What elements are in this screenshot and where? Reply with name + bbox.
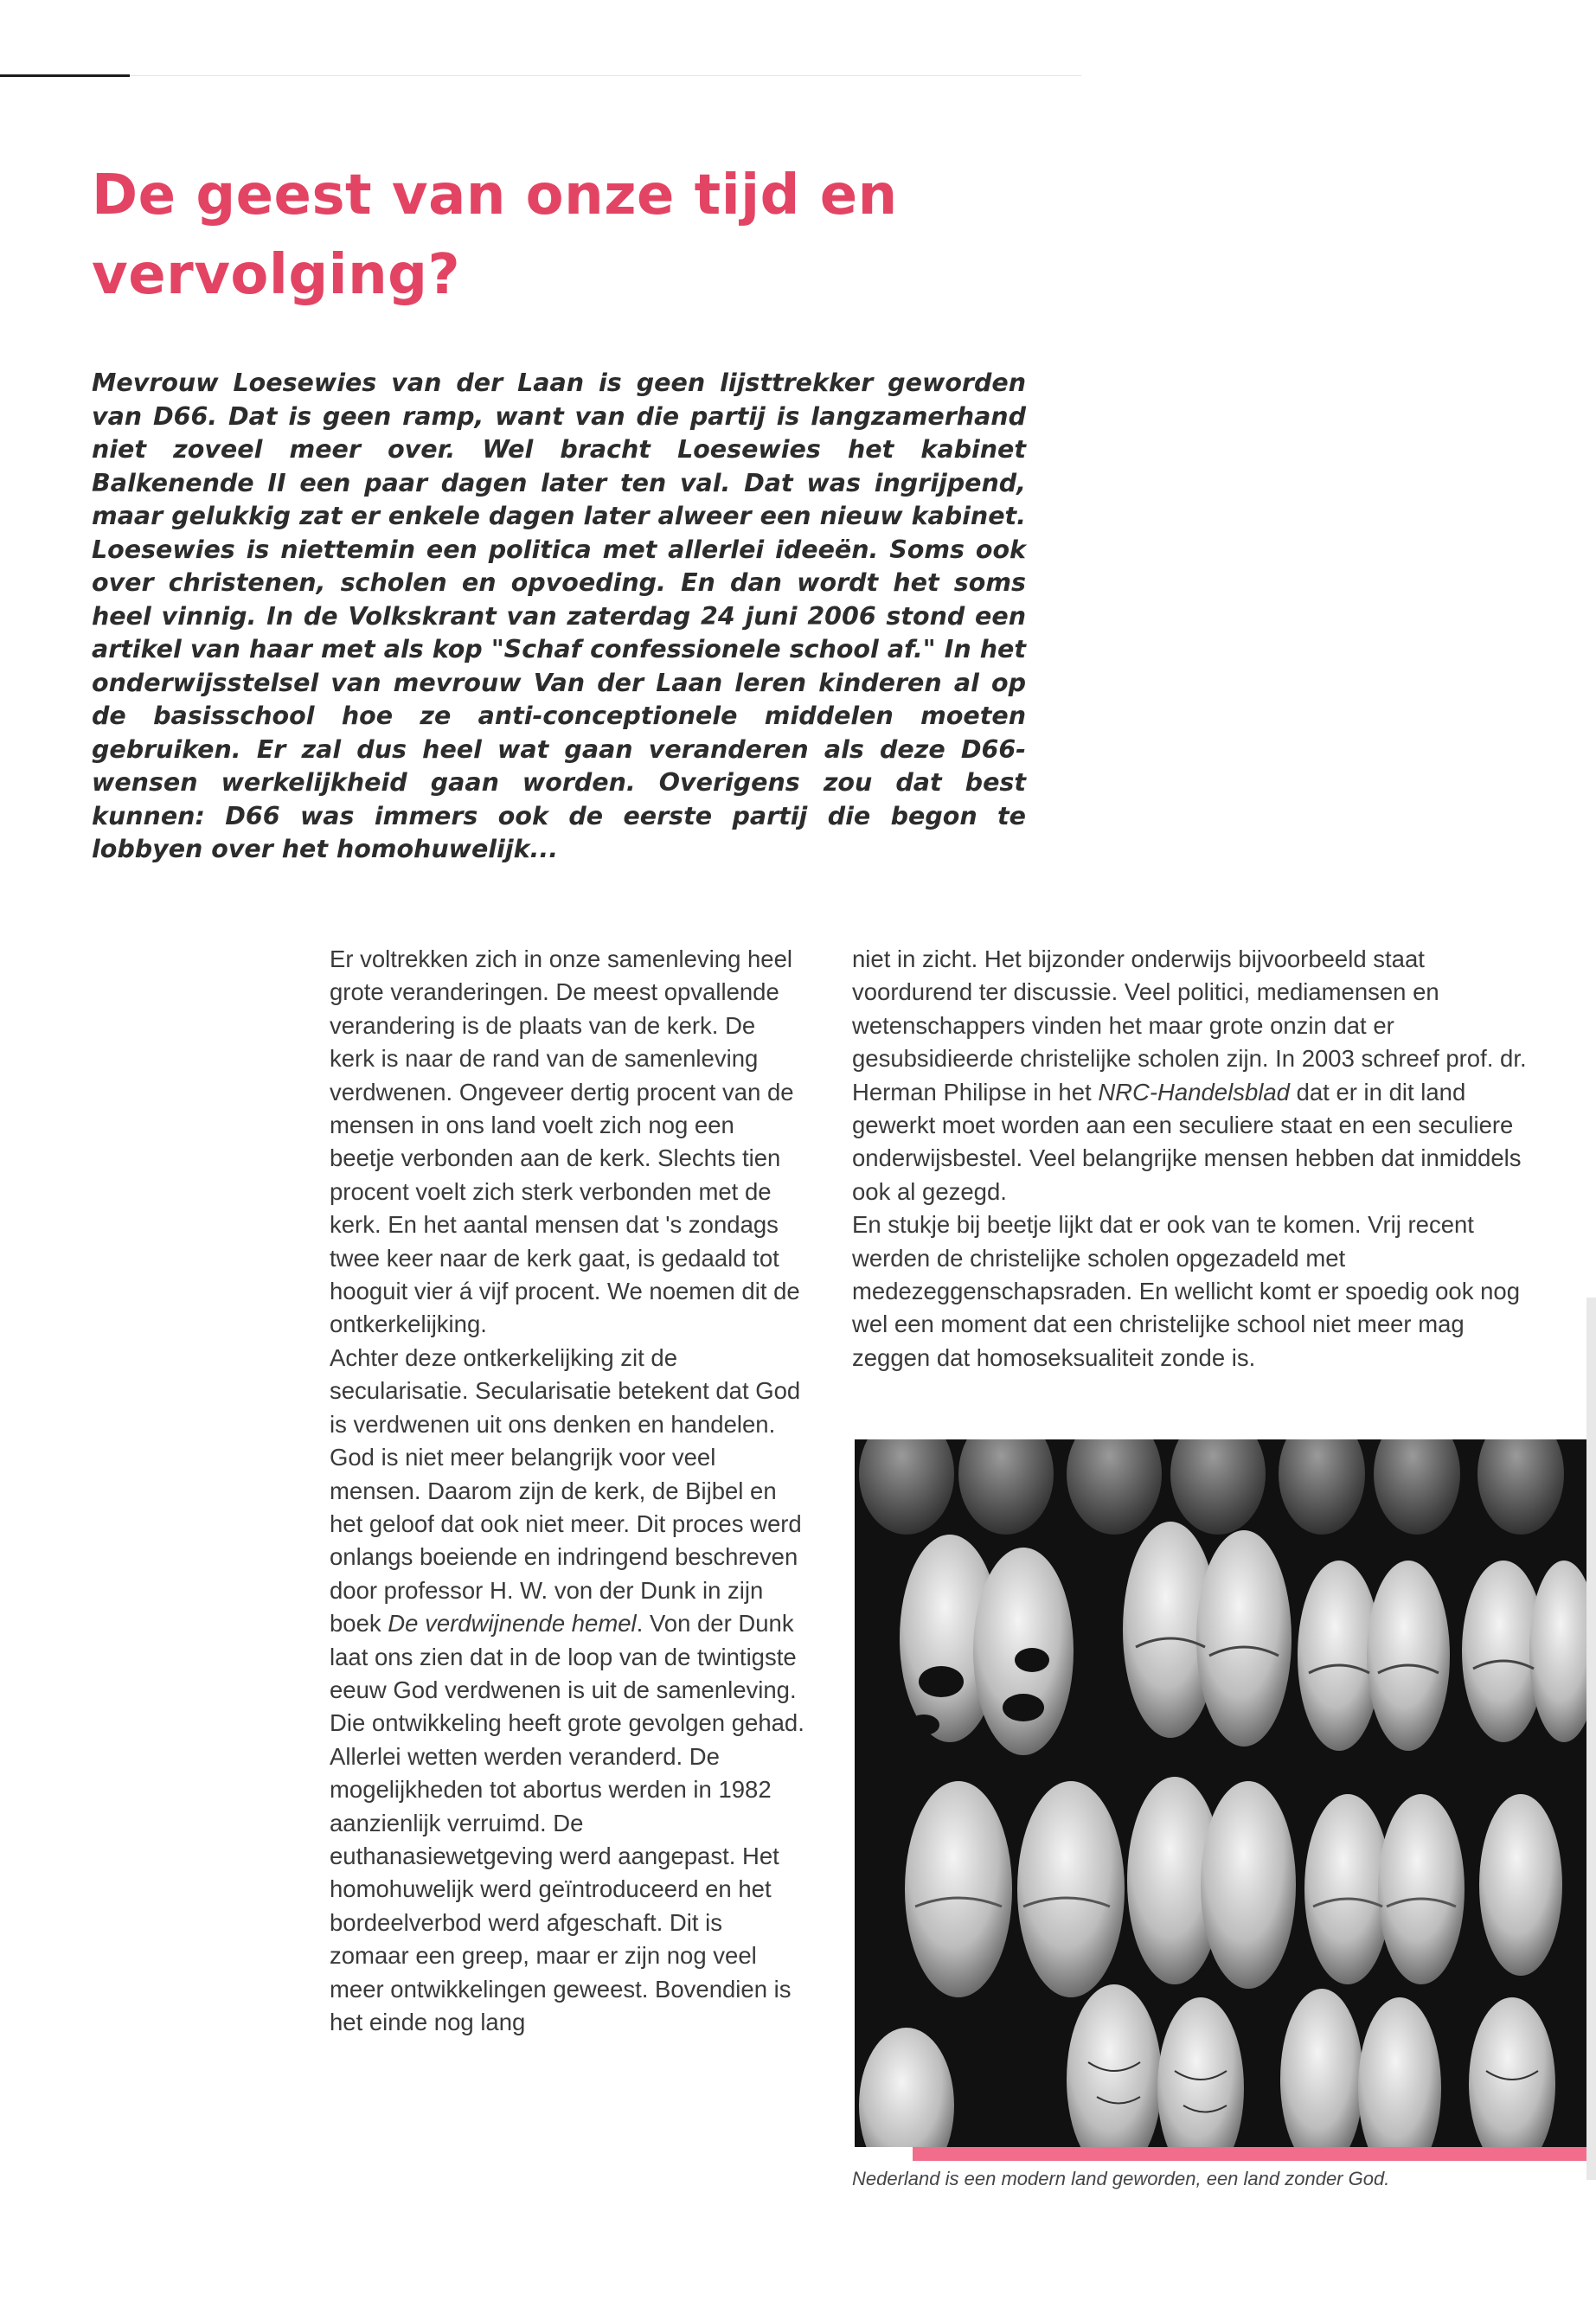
body-column-left	[330, 943, 805, 2039]
caption-accent-bar	[913, 2147, 1590, 2161]
body-paragraph: En stukje bij beetje lijkt dat er ook van te komen. Vrij recent werden de christelijke scholen opgezadeld met medezeggenschapsraden. En wellicht komt er spoedig ook nog wel een moment dat een christelijke school niet meer mag zeggen dat homoseksualiteit zonde is.	[852, 1211, 1521, 1371]
article-intro: Mevrouw Loesewies van der Laan is geen lijsttrekker geworden van D66. Dat is geen ramp, want van die partij is langzamerhand niet zoveel meer over. Wel bracht Loesewies het kabinet Balkenende II een paar dagen later ten val. Dat was ingrijpend, maar gelukkig zat er enkele dagen later alweer een nieuw kabinet. Loesewies is niettemin een politica met allerlei ideeën. Soms ook over christenen, scholen en opvoeding. En dan wordt het soms heel vinnig. In de Volkskrant van zaterdag 24 juni 2006 stond een artikel van haar met als kop "Schaf confessionele school af." In het onderwijsstelsel van mevrouw Van der Laan leren kinderen al op de basisschool hoe ze anti-conceptionele middelen moeten gebruiken. Er zal dus heel wat gaan veranderen als deze D66-wensen werkelijkheid gaan worden. Overigens zou dat best kunnen: D66 was immers ook de eerste partij die begon te lobbyen over het homohuwelijk...	[92, 369, 1026, 863]
title-line-1: De geest van onze tijd en	[92, 163, 898, 228]
top-rule	[0, 74, 130, 77]
top-rule-faint	[130, 75, 1081, 76]
photo-caption: Nederland is een modern land geworden, een land zonder God.	[852, 2168, 1390, 2189]
body-paragraph: Achter deze ontkerkelijking zit de secularisatie. Secularisatie betekent dat God is verdwenen uit ons denken en handelen. God is niet meer belangrijk voor veel mensen. Daarom zijn de kerk, de Bijbel en het geloof dat ook niet meer. Dit proces werd onlangs boeiende en indringend beschreven door professor H. W. von der Dunk in zijn boek De verdwijnende hemel. Von der Dunk laat ons zien dat in de loop van de twintigste eeuw God verdwenen is uit de samenleving. Die ontwikkeling heeft grote gevolgen gehad. Allerlei wetten werden veranderd. De mogelijkheden tot abortus werden in 1982 aanzienlijk verruimd. De euthanasiewetgeving werd aangepast. Het homohuwelijk werd geïntroduceerd en het bordeelverbod werd afgeschaft. Dit is zomaar een greep, maar er zijn nog veel meer ontwikkelingen geweest. Bovendien is het einde nog lang	[330, 1343, 804, 2035]
title-line-2: vervolging?	[92, 243, 461, 307]
body-column-right	[852, 943, 1544, 1375]
article-title	[92, 156, 1043, 315]
page-edge-shadow	[1586, 1298, 1596, 2180]
body-paragraph: niet in zicht. Het bijzonder onderwijs bijvoorbeeld staat voordurend ter discussie. Veel politici, mediamensen en wetenschappers vinden het maar grote onzin dat er gesubsidieerde christelijke scholen zijn. In 2003 schreef prof. dr. Herman Philipse in het NRC-Handelsblad dat er in dit land gewerkt moet worden aan een seculiere staat en een seculiere onderwijsbestel. Veel belangrijke mensen hebben dat inmiddels ook al gezegd.	[852, 945, 1527, 1205]
newspaper-title: NRC-Handelsblad	[1098, 1078, 1290, 1106]
clogs-illustration	[855, 1439, 1590, 2147]
book-title: De verdwijnende hemel	[388, 1610, 637, 1638]
body-paragraph: Er voltrekken zich in onze samenleving heel grote veranderingen. De meest opvallende verandering is de plaats van de kerk. De kerk is naar de rand van de samenleving verdwenen. Ongeveer dertig procent van de mensen in ons land voelt zich nog een beetje verbonden aan de kerk. Slechts tien procent voelt zich sterk verbonden met de kerk. En het aantal mensen dat 's zondags twee keer naar de kerk gaat, is gedaald tot hooguit vier á vijf procent. We noemen dit de ontkerkelijking.	[330, 945, 800, 1338]
clogs-photo	[855, 1439, 1590, 2147]
